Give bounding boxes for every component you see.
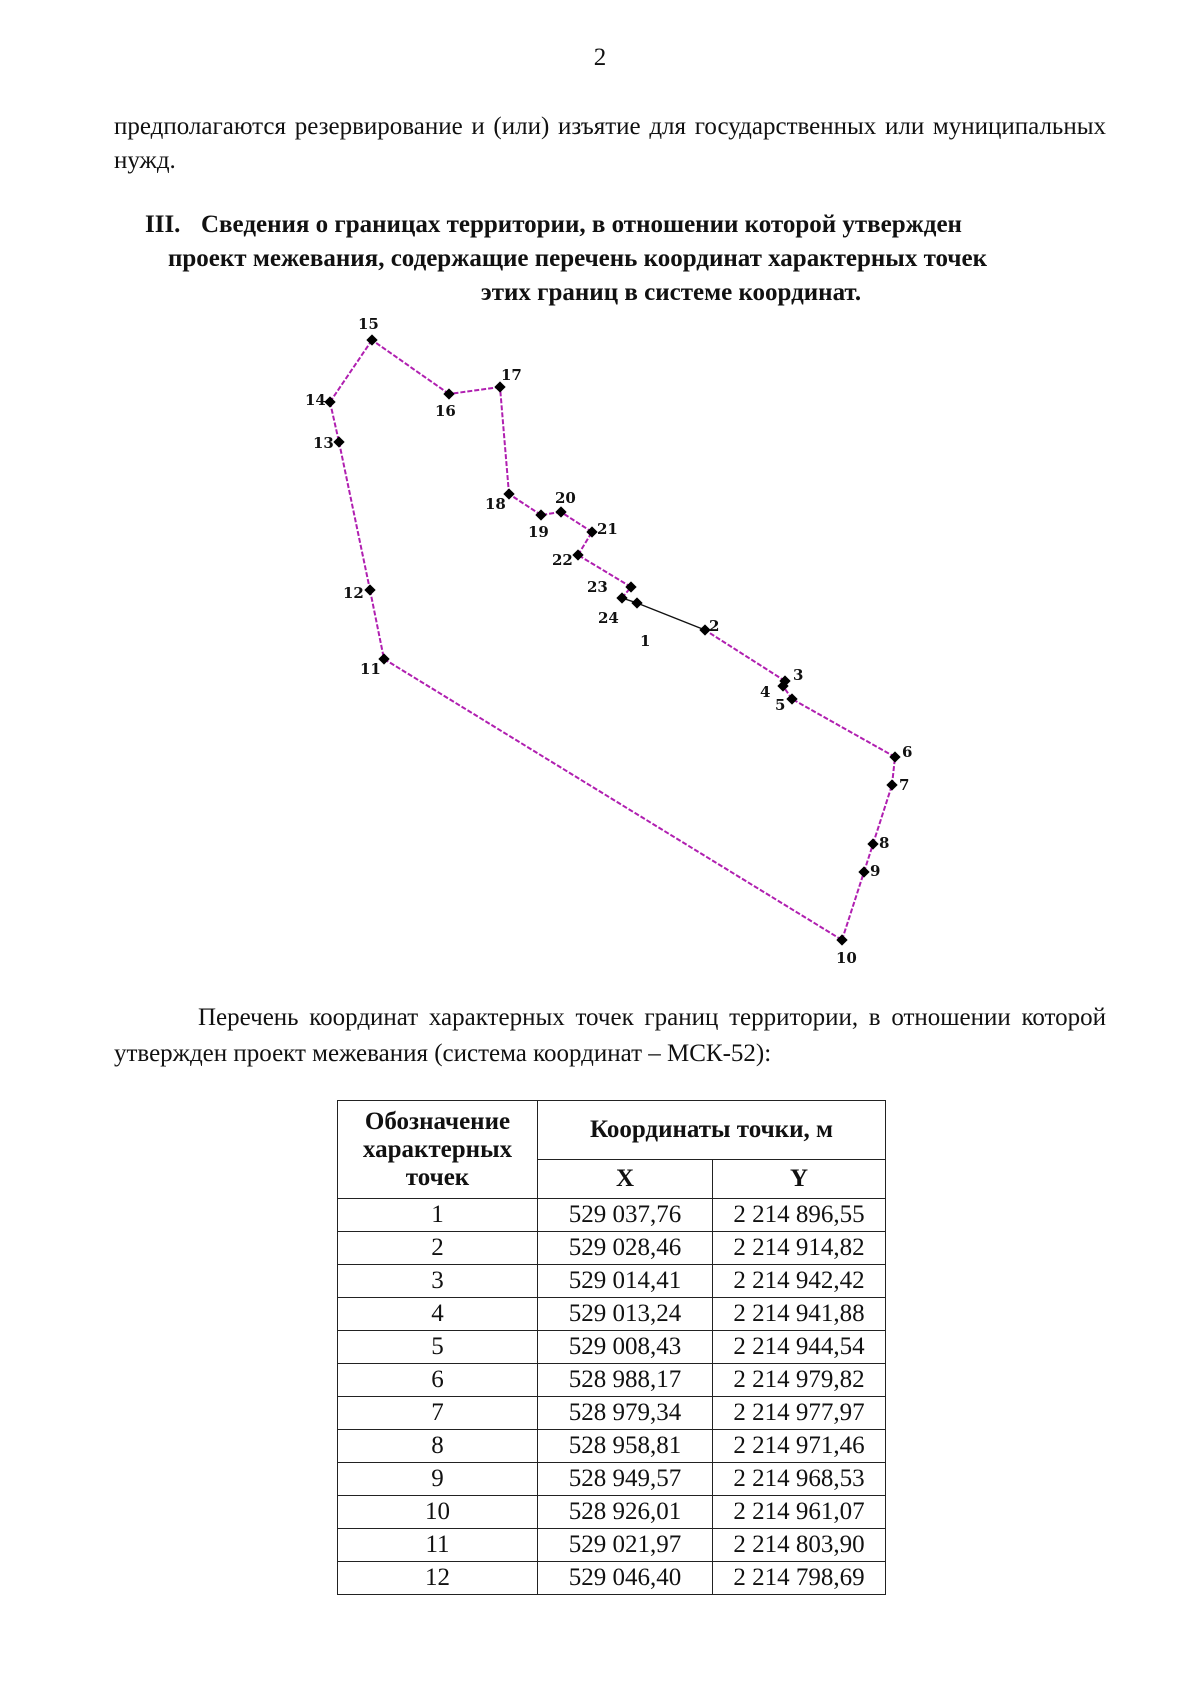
cell-id: 2 bbox=[338, 1232, 538, 1265]
cell-x: 528 958,81 bbox=[538, 1430, 713, 1463]
cell-x: 528 926,01 bbox=[538, 1496, 713, 1529]
cell-id: 10 bbox=[338, 1496, 538, 1529]
boundary-segment bbox=[384, 659, 842, 940]
cell-y: 2 214 971,46 bbox=[713, 1430, 886, 1463]
boundary-segment bbox=[500, 387, 509, 494]
boundary-point-10 bbox=[836, 934, 847, 945]
cell-x: 529 014,41 bbox=[538, 1265, 713, 1298]
cell-y: 2 214 914,82 bbox=[713, 1232, 886, 1265]
boundary-point-20 bbox=[555, 506, 566, 517]
point-label-19: 19 bbox=[528, 523, 549, 541]
cell-id: 5 bbox=[338, 1331, 538, 1364]
section-title-line-2: проект межевания, содержащие перечень координат характерных точек bbox=[168, 245, 987, 272]
cell-x: 529 028,46 bbox=[538, 1232, 713, 1265]
table-row bbox=[338, 1496, 886, 1529]
boundary-point-9 bbox=[858, 866, 869, 877]
boundary-segment bbox=[330, 340, 372, 402]
boundary-point-6 bbox=[889, 751, 900, 762]
table-row bbox=[338, 1298, 886, 1331]
cell-x: 529 037,76 bbox=[538, 1199, 713, 1232]
boundary-point-1 bbox=[631, 597, 642, 608]
boundary-lines bbox=[330, 340, 895, 940]
cell-x: 529 046,40 bbox=[538, 1562, 713, 1595]
header-coordinates: Координаты точки, м bbox=[538, 1101, 886, 1160]
point-label-11: 11 bbox=[360, 660, 381, 678]
cell-y: 2 214 803,90 bbox=[713, 1529, 886, 1562]
section-number: III. bbox=[145, 211, 181, 238]
boundary-segment bbox=[792, 699, 895, 757]
table-row bbox=[338, 1199, 886, 1232]
boundary-segment bbox=[370, 590, 384, 659]
section-heading bbox=[145, 208, 1107, 310]
boundary-point-7 bbox=[886, 779, 897, 790]
boundary-point-19 bbox=[535, 509, 546, 520]
boundary-point-12 bbox=[364, 584, 375, 595]
cell-id: 9 bbox=[338, 1463, 538, 1496]
cell-y: 2 214 944,54 bbox=[713, 1331, 886, 1364]
table-row bbox=[338, 1430, 886, 1463]
table-row bbox=[338, 1331, 886, 1364]
intro-paragraph: предполагаются резервирование и (или) изъятие для государственных или муниципальных нужд. bbox=[114, 113, 1106, 174]
boundary-segment bbox=[842, 872, 864, 940]
boundary-point-21 bbox=[586, 526, 597, 537]
cell-y: 2 214 896,55 bbox=[713, 1199, 886, 1232]
boundary-point-14 bbox=[324, 396, 335, 407]
boundary-segment bbox=[509, 494, 541, 515]
boundary-point-22 bbox=[572, 549, 583, 560]
point-label-24: 24 bbox=[598, 609, 619, 627]
point-label-9: 9 bbox=[870, 862, 881, 880]
boundary-point-5 bbox=[786, 693, 797, 704]
cell-id: 8 bbox=[338, 1430, 538, 1463]
cell-x: 529 021,97 bbox=[538, 1529, 713, 1562]
point-label-21: 21 bbox=[597, 520, 618, 538]
coordinates-list-intro: Перечень координат характерных точек границ территории, в отношении которой утвержден проект межевания (система координат – МСК-52): bbox=[114, 1004, 1106, 1067]
boundary-segment bbox=[372, 340, 449, 394]
boundary-point-16 bbox=[443, 388, 454, 399]
header-x: X bbox=[538, 1160, 713, 1199]
section-title-line-3: этих границ в системе координат. bbox=[480, 279, 862, 306]
point-label-18: 18 bbox=[485, 495, 506, 513]
point-label-8: 8 bbox=[879, 834, 890, 852]
section-title-line-1: Сведения о границах территории, в отношении которой утвержден bbox=[201, 211, 962, 238]
cell-y: 2 214 968,53 bbox=[713, 1463, 886, 1496]
cell-id: 3 bbox=[338, 1265, 538, 1298]
point-label-13: 13 bbox=[313, 434, 334, 452]
page-number: 2 bbox=[593, 44, 607, 71]
point-label-17: 17 bbox=[501, 366, 522, 384]
cell-id: 4 bbox=[338, 1298, 538, 1331]
coordinates-table-body bbox=[338, 1199, 886, 1595]
cell-x: 529 008,43 bbox=[538, 1331, 713, 1364]
point-label-14: 14 bbox=[305, 391, 326, 409]
table-row bbox=[338, 1232, 886, 1265]
point-label-4: 4 bbox=[760, 683, 771, 701]
cell-id: 6 bbox=[338, 1364, 538, 1397]
cell-id: 12 bbox=[338, 1562, 538, 1595]
point-label-10: 10 bbox=[836, 949, 857, 967]
cell-id: 1 bbox=[338, 1199, 538, 1232]
boundary-labels bbox=[305, 315, 912, 967]
cell-id: 11 bbox=[338, 1529, 538, 1562]
point-label-22: 22 bbox=[552, 551, 573, 569]
boundary-diagram bbox=[0, 300, 1200, 980]
cell-y: 2 214 941,88 bbox=[713, 1298, 886, 1331]
point-label-12: 12 bbox=[343, 584, 364, 602]
boundary-segment bbox=[561, 512, 592, 532]
header-designation: Обозначение характерных точек bbox=[338, 1101, 538, 1199]
table-row bbox=[338, 1397, 886, 1430]
point-label-23: 23 bbox=[587, 578, 608, 596]
point-label-16: 16 bbox=[435, 402, 456, 420]
boundary-point-13 bbox=[333, 436, 344, 447]
boundary-segment bbox=[449, 387, 500, 394]
point-label-3: 3 bbox=[793, 666, 804, 684]
cell-x: 529 013,24 bbox=[538, 1298, 713, 1331]
point-label-5: 5 bbox=[775, 696, 786, 714]
cell-id: 7 bbox=[338, 1397, 538, 1430]
table-row bbox=[338, 1529, 886, 1562]
cell-x: 528 949,57 bbox=[538, 1463, 713, 1496]
table-row bbox=[338, 1364, 886, 1397]
point-label-1: 1 bbox=[640, 632, 651, 650]
point-label-2: 2 bbox=[709, 617, 720, 635]
cell-y: 2 214 979,82 bbox=[713, 1364, 886, 1397]
coordinates-table bbox=[337, 1100, 886, 1595]
boundary-points bbox=[324, 334, 900, 945]
cell-y: 2 214 798,69 bbox=[713, 1562, 886, 1595]
boundary-segment bbox=[705, 630, 785, 681]
point-label-20: 20 bbox=[555, 489, 576, 507]
table-row bbox=[338, 1463, 886, 1496]
boundary-point-24 bbox=[616, 592, 627, 603]
table-row bbox=[338, 1265, 886, 1298]
boundary-point-8 bbox=[867, 838, 878, 849]
cell-x: 528 979,34 bbox=[538, 1397, 713, 1430]
point-label-7: 7 bbox=[899, 776, 910, 794]
header-y: Y bbox=[713, 1160, 886, 1199]
cell-y: 2 214 977,97 bbox=[713, 1397, 886, 1430]
point-label-15: 15 bbox=[358, 315, 379, 333]
point-label-6: 6 bbox=[902, 743, 913, 761]
boundary-segment bbox=[339, 442, 370, 590]
boundary-segment-black bbox=[637, 603, 705, 630]
cell-y: 2 214 961,07 bbox=[713, 1496, 886, 1529]
table-row bbox=[338, 1562, 886, 1595]
cell-x: 528 988,17 bbox=[538, 1364, 713, 1397]
cell-y: 2 214 942,42 bbox=[713, 1265, 886, 1298]
